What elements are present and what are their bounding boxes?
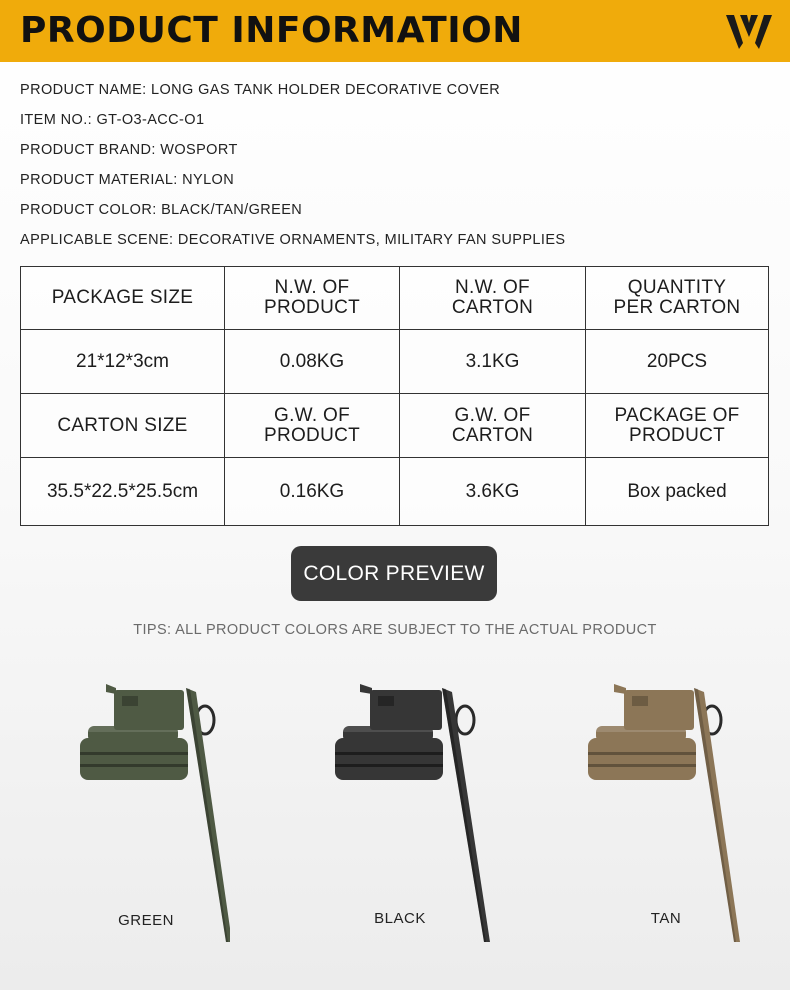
product-caption: TAN	[650, 910, 682, 927]
color-preview-button[interactable]: COLOR PREVIEW	[291, 546, 497, 601]
table-header-cell	[586, 394, 769, 458]
cell-text: N.W. OF CARTON	[451, 277, 534, 318]
cell-text: 3.1KG	[465, 350, 520, 372]
cell-text: CARTON SIZE	[57, 414, 188, 436]
cell-text: PACKAGE OF PRODUCT	[614, 404, 740, 446]
table-row	[21, 458, 769, 526]
cell-text: Box packed	[627, 480, 727, 502]
table-cell	[21, 330, 225, 394]
table-cell	[225, 330, 400, 394]
cell-text: QUANTITY PER CARTON	[613, 277, 741, 318]
table-row	[21, 330, 769, 394]
cell-text: 35.5*22.5*25.5cm	[46, 480, 199, 502]
info-material: PRODUCT MATERIAL: NYLON	[20, 172, 235, 188]
table-header-cell	[400, 394, 586, 458]
table-cell	[225, 458, 400, 526]
table-cell	[21, 458, 225, 526]
table-header-cell	[225, 267, 400, 330]
product-info-list	[20, 81, 565, 261]
cell-text: 20PCS	[646, 350, 708, 372]
info-product-name: PRODUCT NAME: LONG GAS TANK HOLDER DECORATIVE COVER	[20, 82, 501, 98]
info-scene: APPLICABLE SCENE: DECORATIVE ORNAMENTS, MILITARY FAN SUPPLIES	[20, 232, 566, 248]
header-banner	[0, 0, 790, 62]
cell-text: G.W. OF PRODUCT	[263, 404, 361, 446]
table-header-cell	[225, 394, 400, 458]
table-cell	[400, 330, 586, 394]
table-cell	[400, 458, 586, 526]
info-item-no: ITEM NO.: GT-O3-ACC-O1	[20, 112, 205, 128]
product-image-green	[70, 680, 230, 950]
cell-text: PACKAGE SIZE	[51, 287, 194, 308]
product-caption: BLACK	[374, 910, 426, 927]
cell-text: 21*12*3cm	[76, 350, 169, 372]
table-header-cell	[586, 267, 769, 330]
cell-text: N.W. OF PRODUCT	[263, 277, 361, 318]
cell-text: 3.6KG	[465, 480, 520, 502]
table-header-cell	[400, 267, 586, 330]
table-cell	[586, 458, 769, 526]
product-image-black	[330, 680, 490, 950]
table-cell	[586, 330, 769, 394]
info-brand: PRODUCT BRAND: WOSPORT	[20, 142, 238, 158]
tips-text: TIPS: ALL PRODUCT COLORS ARE SUBJECT TO THE ACTUAL PRODUCT	[133, 622, 657, 638]
cell-text: G.W. OF CARTON	[451, 404, 534, 446]
table-header-cell	[21, 394, 225, 458]
table-header-cell	[21, 267, 225, 330]
table-row	[21, 394, 769, 458]
gas-tank-cover-icon	[70, 680, 230, 950]
table-row	[21, 267, 769, 330]
cell-text: 0.08KG	[279, 350, 345, 372]
product-caption: GREEN	[118, 912, 174, 929]
w-logo-icon	[726, 13, 772, 51]
info-color: PRODUCT COLOR: BLACK/TAN/GREEN	[20, 202, 303, 218]
product-image-tan	[582, 680, 742, 950]
spec-table	[20, 266, 769, 526]
page-title: PRODUCT INFORMATION	[20, 10, 523, 51]
cell-text: 0.16KG	[279, 480, 345, 502]
